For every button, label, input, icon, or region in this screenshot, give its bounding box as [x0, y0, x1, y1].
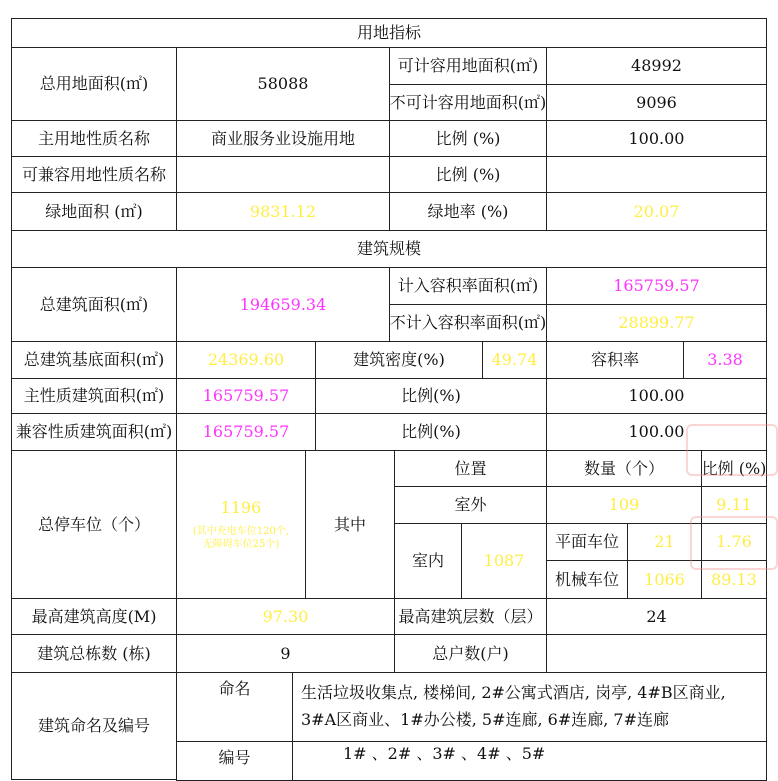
main-land-ratio-value: 100.00 [546, 120, 767, 157]
floor-area-ratio-value: 3.38 [683, 341, 767, 379]
main-land-ratio-label: 比例 (%) [389, 120, 547, 157]
parking-outdoor-label: 室外 [394, 486, 547, 524]
building-number-text: 1# 、2# 、3# 、4# 、5# [343, 744, 546, 763]
parking-total-cell [176, 450, 306, 599]
households-label: 总户数(户) [394, 634, 547, 673]
far-floor-area-label: 计入容积率面积(㎡) [389, 267, 547, 305]
parking-indoor-count: 1087 [461, 523, 547, 599]
green-area-value: 9831.12 [176, 192, 390, 231]
compatible-ratio-label: 比例(%) [315, 413, 547, 451]
total-floor-area-label: 总建筑面积(㎡) [11, 267, 177, 342]
total-land-area-value: 58088 [176, 47, 390, 121]
parking-note-line2: 无障碍车位25个) [202, 539, 280, 551]
building-name-label: 命名 [176, 672, 293, 742]
max-height-label: 最高建筑高度(M) [11, 598, 177, 635]
parking-mech-ratio: 89.13 [701, 560, 767, 599]
compatible-floor-area-label: 兼容性质建筑面积(㎡) [11, 413, 177, 451]
main-land-use-value: 商业服务业设施用地 [176, 120, 390, 157]
parking-outdoor-count: 109 [546, 486, 702, 524]
building-number-value [292, 741, 767, 781]
green-rate-label: 绿地率 (%) [389, 192, 547, 231]
building-count-value: 9 [176, 634, 395, 673]
compatible-floor-area-value: 165759.57 [176, 413, 316, 451]
parking-flat-count: 21 [627, 523, 702, 561]
main-land-use-label: 主用地性质名称 [11, 120, 177, 157]
households-value [546, 634, 767, 673]
parking-ratio-header: 比例 (%) [701, 450, 767, 487]
parking-label: 总停车位（个） [11, 450, 177, 599]
building-density-label: 建筑密度(%) [315, 341, 483, 379]
parking-total-value: 1196 [220, 498, 262, 518]
max-height-value: 97.30 [176, 598, 395, 635]
parking-position-header: 位置 [394, 450, 547, 487]
compatible-land-use-label: 可兼容用地性质名称 [11, 156, 177, 193]
main-use-floor-area-value: 165759.57 [176, 378, 316, 414]
main-use-floor-area-label: 主性质建筑面积(㎡) [11, 378, 177, 414]
parking-flat-label: 平面车位 [546, 523, 628, 561]
compatible-land-ratio-label: 比例 (%) [389, 156, 547, 193]
parking-note-line1: (其中充电车位120个, [192, 525, 290, 537]
parking-indoor-label: 室内 [394, 523, 462, 599]
parking-outdoor-ratio: 9.11 [701, 486, 767, 524]
max-floors-label: 最高建筑层数（层） [394, 598, 547, 635]
parking-count-header: 数量（个） [546, 450, 702, 487]
building-naming-label: 建筑命名及编号 [11, 672, 177, 780]
parking-mech-label: 机械车位 [546, 560, 628, 599]
base-area-label: 总建筑基底面积(㎡) [11, 341, 177, 379]
building-density-value: 49.74 [482, 341, 547, 379]
section-title-building: 建筑规模 [11, 230, 767, 268]
parking-of-which: 其中 [305, 450, 395, 599]
base-area-value: 24369.60 [176, 341, 316, 379]
non-far-floor-area-value: 28899.77 [546, 304, 767, 342]
building-number-label: 编号 [176, 741, 293, 781]
section-title-land: 用地指标 [11, 18, 767, 48]
total-floor-area-value: 194659.34 [176, 267, 390, 342]
far-land-area-label: 可计容用地面积(㎡) [389, 47, 547, 85]
floor-area-ratio-label: 容积率 [546, 341, 684, 379]
building-count-label: 建筑总栋数 (栋) [11, 634, 177, 673]
compatible-land-ratio-value [546, 156, 767, 193]
non-far-land-area-value: 9096 [546, 84, 767, 121]
compatible-land-use-value [176, 156, 390, 193]
non-far-land-area-label: 不可计容用地面积(㎡) [389, 84, 547, 121]
non-far-floor-area-label: 不计入容积率面积(㎡) [389, 304, 547, 342]
parking-mech-count: 1066 [627, 560, 702, 599]
far-land-area-value: 48992 [546, 47, 767, 85]
main-use-ratio-label: 比例(%) [315, 378, 547, 414]
max-floors-value: 24 [546, 598, 767, 635]
green-rate-value: 20.07 [546, 192, 767, 231]
total-land-area-label: 总用地面积(㎡) [11, 47, 177, 121]
compatible-ratio-value: 100.00 [546, 413, 767, 451]
parking-flat-ratio: 1.76 [701, 523, 767, 561]
far-floor-area-value: 165759.57 [546, 267, 767, 305]
green-area-label: 绿地面积 (㎡) [11, 192, 177, 231]
main-use-ratio-value: 100.00 [546, 378, 767, 414]
building-name-value: 生活垃圾收集点, 楼梯间, 2#公寓式酒店, 岗亭, 4#B区商业, 3#A区商业、1#办公楼, 5#连廊, 6#连廊, 7#连廊 [292, 672, 767, 742]
